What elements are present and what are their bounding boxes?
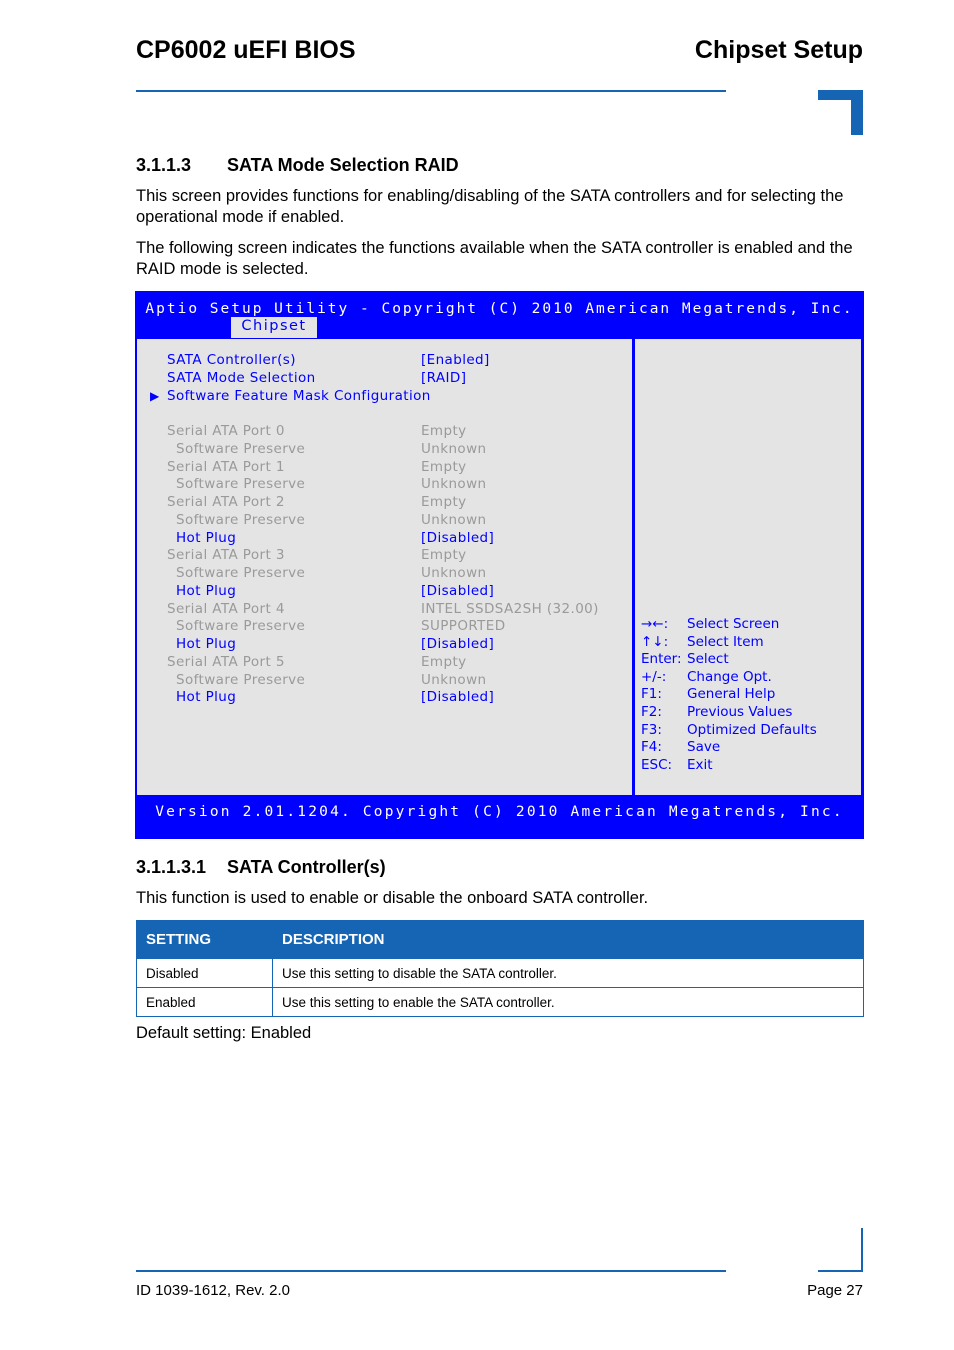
table-cell-setting: Disabled xyxy=(137,959,273,988)
bios-setting-value: Empty xyxy=(421,423,467,439)
table-row xyxy=(137,959,864,988)
section-paragraph-1: This screen provides functions for enabling/disabling of the SATA controllers and for selecting the operational mode if enabled. xyxy=(136,187,844,226)
chapter-title: Chipset Setup xyxy=(694,36,863,64)
subsection-paragraph: This function is used to enable or disable the onboard SATA controller. xyxy=(136,889,649,907)
section-number: 3.1.1.3 xyxy=(136,155,192,175)
bios-help-key: ESC: xyxy=(641,756,673,773)
table-cell-description: Use this setting to disable the SATA controller. xyxy=(273,959,864,988)
bios-setting-value: Unknown xyxy=(421,476,487,493)
submenu-arrow-icon: ▶ xyxy=(150,388,160,403)
bios-setting-value: Unknown xyxy=(421,511,487,528)
bios-help-description: Change Opt. xyxy=(687,668,772,685)
document-id: ID 1039-1612, Rev. 2.0 xyxy=(136,1282,290,1299)
bios-setting-label: Serial ATA Port 1 xyxy=(167,458,285,475)
section-paragraph-2: The following screen indicates the functions available when the SATA controller is enabled and the RAID mode is selected. xyxy=(136,239,853,278)
table-row xyxy=(137,988,864,1017)
bios-setting-value: [Disabled] xyxy=(421,582,495,599)
bios-setting-label: Serial ATA Port 5 xyxy=(167,653,285,670)
bios-setting-label: Serial ATA Port 4 xyxy=(167,600,285,617)
bios-setting-label: Software Preserve xyxy=(176,618,306,635)
bios-help-key: +/-: xyxy=(641,668,667,685)
bios-setting-label: Hot Plug xyxy=(176,529,237,546)
bios-setting-value: Unknown xyxy=(421,440,487,457)
bios-screenshot xyxy=(135,291,864,839)
bios-title-bar: Aptio Setup Utility - Copyright (C) 2010 American Megatrends, Inc. xyxy=(145,301,854,317)
table-header-setting: SETTING xyxy=(137,921,273,959)
bios-help-key: F1: xyxy=(641,686,662,703)
bios-setting-value: INTEL SSDSA2SH (32.00) xyxy=(421,600,599,617)
settings-table xyxy=(136,920,864,1017)
bios-help-key: F3: xyxy=(641,721,662,738)
subsection-title: SATA Controller(s) xyxy=(227,857,386,877)
bios-setting-value: SUPPORTED xyxy=(421,618,506,635)
bios-tab-chipset[interactable]: Chipset xyxy=(231,317,317,338)
page-number: Page 27 xyxy=(807,1282,863,1299)
bios-setting-label: SATA Controller(s) xyxy=(167,352,296,368)
table-cell-description: Use this setting to enable the SATA controller. xyxy=(273,988,864,1017)
bios-setting-label: Software Preserve xyxy=(176,565,306,581)
document-title: CP6002 uEFI BIOS xyxy=(136,36,356,64)
bios-setting-value: [Enabled] xyxy=(421,352,490,368)
bios-footer-bar: Version 2.01.1204. Copyright (C) 2010 American Megatrends, Inc. xyxy=(155,804,844,820)
corner-mark-top-vertical xyxy=(851,90,863,135)
bios-help-description: General Help xyxy=(687,686,776,703)
table-cell-setting: Enabled xyxy=(137,988,273,1017)
bios-setting-value: Empty xyxy=(421,547,467,564)
bios-setting-label: Hot Plug xyxy=(176,636,237,652)
table-header-row xyxy=(137,921,864,959)
bios-setting-value: Empty xyxy=(421,458,467,475)
bios-help-description: Previous Values xyxy=(687,704,793,720)
footer-rule xyxy=(136,1270,726,1272)
bios-help-description: Exit xyxy=(687,756,713,773)
bios-setting-label: Software Preserve xyxy=(176,511,306,528)
bios-help-description: Optimized Defaults xyxy=(687,721,817,738)
bios-setting-value: [Disabled] xyxy=(421,529,495,546)
subsection-number: 3.1.1.3.1 xyxy=(136,857,207,877)
corner-mark-bottom xyxy=(818,1270,863,1272)
bios-setting-label: SATA Mode Selection xyxy=(167,369,316,386)
bios-setting-label: Software Preserve xyxy=(176,671,306,688)
bios-help-key: F4: xyxy=(641,739,662,756)
bios-setting-value: [Disabled] xyxy=(421,689,495,706)
bios-setting-label: Serial ATA Port 0 xyxy=(167,423,285,439)
header-rule xyxy=(136,90,726,92)
bios-help-description: Save xyxy=(687,739,721,756)
bios-settings-panel xyxy=(137,339,632,795)
bios-setting-label: Software Preserve xyxy=(176,440,306,457)
bios-help-key: Enter: xyxy=(641,651,682,668)
bios-setting-label: Software Feature Mask Configuration xyxy=(167,387,431,404)
bios-setting-label: Hot Plug xyxy=(176,689,237,706)
bios-help-description: Select Item xyxy=(687,633,764,650)
bios-help-key: ↑↓: xyxy=(641,633,669,650)
table-header-description: DESCRIPTION xyxy=(273,921,864,959)
bios-setting-label: Software Preserve xyxy=(176,476,306,493)
bios-help-panel xyxy=(635,339,861,795)
bios-setting-label: Serial ATA Port 2 xyxy=(167,494,285,510)
bios-help-description: Select xyxy=(687,651,729,668)
section-title: SATA Mode Selection RAID xyxy=(227,155,459,175)
bios-setting-value: [RAID] xyxy=(421,369,467,386)
bios-setting-value: Unknown xyxy=(421,671,487,688)
bios-help-key: F2: xyxy=(641,704,662,720)
bios-setting-value: Empty xyxy=(421,494,467,510)
corner-mark-bottom-vertical xyxy=(861,1228,863,1272)
bios-setting-value: Unknown xyxy=(421,565,487,581)
bios-setting-label: Serial ATA Port 3 xyxy=(167,547,285,564)
bios-setting-value: [Disabled] xyxy=(421,636,495,652)
bios-help-key: →←: xyxy=(641,616,669,632)
bios-help-description: Select Screen xyxy=(687,616,780,632)
default-setting-note: Default setting: Enabled xyxy=(136,1024,312,1042)
bios-setting-value: Empty xyxy=(421,653,467,670)
bios-setting-label: Hot Plug xyxy=(176,582,237,599)
